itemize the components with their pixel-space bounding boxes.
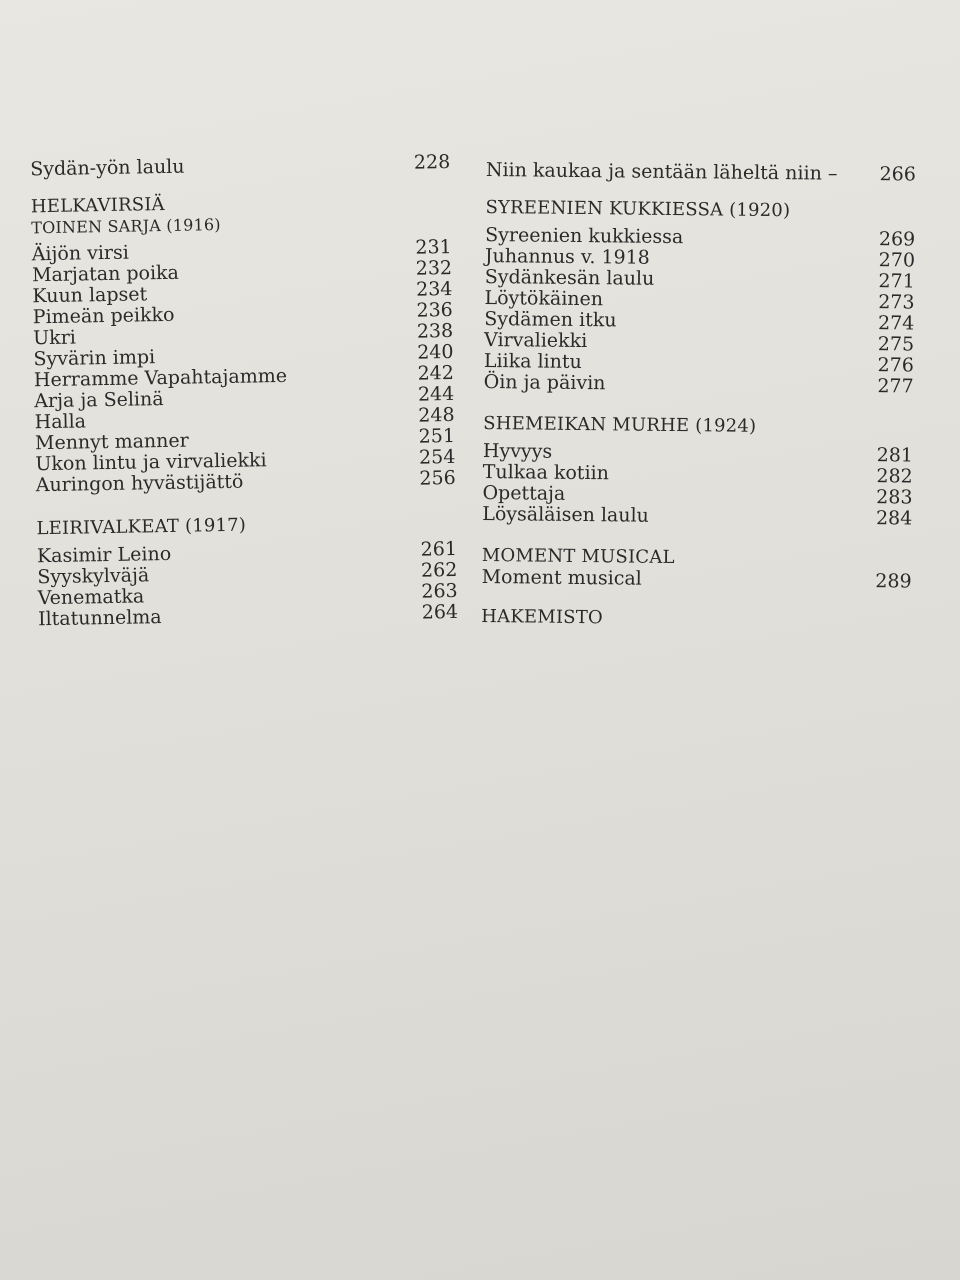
toc-entry — [486, 160, 916, 186]
toc-entry — [36, 468, 456, 496]
section-heading: SYREENIEN KUKKIESSA (1920) — [485, 196, 791, 222]
entry-title: Syreenien kukkiessa — [485, 223, 684, 249]
entry-title: Virvaliekki — [483, 328, 588, 353]
entry-title: Tulkaa kotiin — [482, 460, 610, 485]
entry-page: 264 — [421, 600, 459, 624]
section-subheading: TOINEN SARJA (1916) — [31, 215, 221, 238]
entry-page: 240 — [417, 340, 454, 364]
entry-page: 232 — [415, 256, 453, 280]
entry-title: Niin kaukaa ja sentään läheltä niin – — [485, 159, 838, 185]
entry-page: 269 — [878, 228, 916, 251]
entry-page: 242 — [417, 361, 455, 385]
entry-title: Syvärin impi — [33, 346, 156, 371]
entry-page: 262 — [420, 558, 458, 582]
entry-title: Liika lintu — [483, 349, 582, 374]
entry-page: 275 — [877, 333, 915, 356]
entry-page: 289 — [875, 570, 912, 593]
entry-page: 274 — [877, 312, 915, 335]
entry-title: Sydän-yön laulu — [30, 155, 185, 181]
entry-page: 270 — [878, 249, 916, 272]
entry-title: Löytökäinen — [484, 286, 604, 311]
entry-page: 254 — [418, 445, 456, 469]
entry-title: Kasimir Leino — [36, 542, 172, 568]
section-syreenien-kukkiessa — [484, 197, 916, 397]
toc-entry — [482, 567, 912, 593]
entry-page: 273 — [878, 291, 915, 314]
entry-title: Äijön virsi — [31, 241, 130, 266]
entry-page: 236 — [416, 298, 453, 322]
section-helkavirsia — [31, 189, 456, 496]
entry-title: Ukon lintu ja virvaliekki — [35, 449, 267, 476]
entry-page: 271 — [878, 270, 915, 293]
entry-page: 244 — [417, 382, 455, 406]
entry-page: 231 — [415, 235, 452, 259]
entry-title: Ukri — [32, 326, 77, 350]
entry-title: Sydänkesän laulu — [484, 265, 655, 290]
toc-entry — [484, 372, 914, 398]
entry-title: Pimeän peikko — [32, 303, 175, 329]
toc-left-column — [30, 152, 458, 630]
entry-title: Kuun lapset — [32, 283, 148, 308]
entry-title: Öin ja päivin — [483, 370, 606, 395]
entry-page: 234 — [415, 277, 453, 301]
entry-title: Venematka — [37, 585, 145, 610]
entry-page: 228 — [413, 151, 451, 174]
entry-page: 282 — [876, 465, 913, 488]
entry-page: 284 — [875, 507, 913, 530]
entry-title: Hyvyys — [482, 439, 553, 463]
entry-page: 261 — [420, 537, 458, 561]
entry-page: 281 — [876, 444, 914, 467]
section-moment-musical — [482, 545, 912, 593]
section-heading: LEIRIVALKEAT (1917) — [36, 514, 247, 540]
toc-entry — [30, 152, 450, 180]
section-heading: HAKEMISTO — [481, 605, 604, 629]
section-heading: HELKAVIRSIÄ — [30, 193, 165, 218]
entry-title: Juhannus v. 1918 — [484, 244, 650, 269]
entry-page: 283 — [876, 486, 913, 509]
section-heading: SHEMEIKAN MURHE (1924) — [483, 412, 757, 437]
entry-title: Auringon hyvästijättö — [35, 470, 244, 497]
section-leirivalkeat — [36, 511, 458, 630]
entry-title: Herramme Vapahtajamme — [33, 364, 288, 392]
entry-page: 266 — [879, 163, 916, 186]
entry-title: Löysäläisen laulu — [482, 502, 649, 527]
entry-title: Syyskylväjä — [37, 564, 150, 589]
section-heading: MOMENT MUSICAL — [481, 544, 675, 568]
entry-title: Sydämen itku — [484, 307, 617, 332]
toc-right-column — [481, 160, 916, 632]
entry-page: 276 — [877, 354, 914, 377]
entry-page: 251 — [418, 424, 456, 448]
entry-page: 238 — [416, 319, 454, 343]
entry-title: Halla — [34, 410, 87, 434]
section-shemeikan-murhe — [482, 413, 913, 529]
entry-page: 256 — [419, 466, 456, 490]
toc-entry — [38, 602, 458, 630]
entry-title: Opettaja — [482, 481, 566, 505]
entry-title: Marjatan poika — [31, 261, 180, 287]
entry-title: Moment musical — [481, 565, 642, 590]
toc-entry — [482, 504, 912, 530]
entry-page: 277 — [877, 375, 914, 398]
entry-title: Arja ja Selinä — [34, 388, 164, 413]
entry-title: Mennyt manner — [34, 429, 189, 455]
entry-page: 248 — [418, 403, 455, 427]
section-hakemisto — [481, 606, 911, 633]
entry-title: Iltatunnelma — [37, 606, 162, 631]
entry-page: 263 — [421, 579, 458, 603]
